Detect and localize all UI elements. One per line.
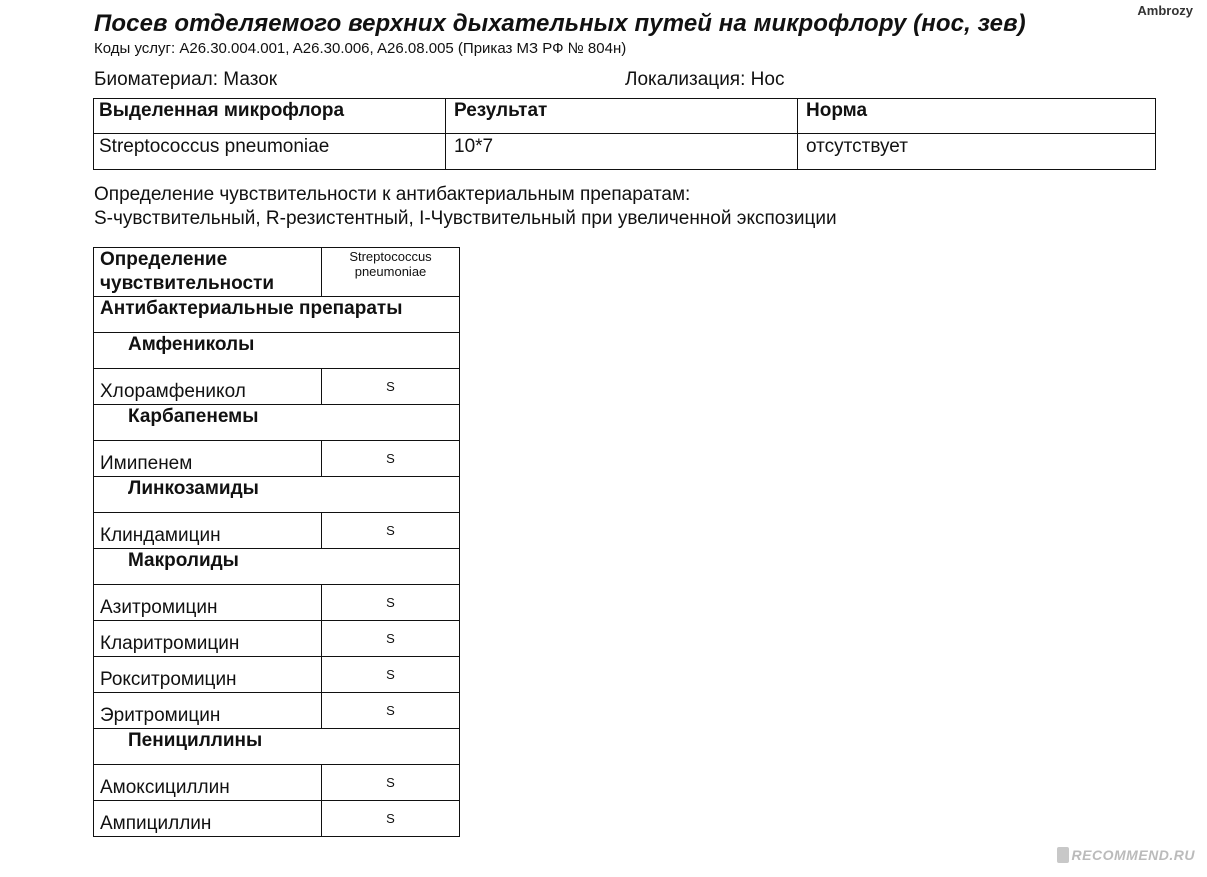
drug-name: Эритромицин [94, 693, 322, 729]
sensitivity-header-label [94, 248, 322, 297]
header-microflora: Выделенная микрофлора [94, 99, 446, 134]
header-label-line2: чувствительности [100, 273, 275, 294]
sensitivity-note-title: Определение чувствительности к антибактериальным препаратам: [94, 184, 691, 205]
drug-sensitivity-value: S [322, 657, 460, 693]
drug-sensitivity-value: S [322, 585, 460, 621]
drug-row [94, 585, 460, 621]
drug-row [94, 513, 460, 549]
sensitivity-table-body [94, 248, 460, 837]
document-title: Посев отделяемого верхних дыхательных путей на микрофлору (нос, зев) [94, 10, 1026, 37]
category-row [94, 297, 460, 333]
sensitivity-table [93, 247, 460, 837]
drug-group-label: Линкозамиды [94, 477, 460, 513]
drug-sensitivity-value: S [322, 513, 460, 549]
drug-name: Рокситромицин [94, 657, 322, 693]
watermark-author: Ambrozy [1137, 3, 1193, 18]
drug-group-label: Амфениколы [94, 333, 460, 369]
drug-sensitivity-value: S [322, 441, 460, 477]
drug-row [94, 801, 460, 837]
watermark-site-text: RECOMMEND.RU [1071, 847, 1195, 863]
drug-group-label: Карбапенемы [94, 405, 460, 441]
drug-row [94, 657, 460, 693]
localization-label: Локализация: Нос [625, 69, 785, 90]
sensitivity-legend: S-чувствительный, R-резистентный, I-Чувствительный при увеличенной экспозиции [94, 208, 837, 229]
microflora-table [93, 98, 1156, 170]
drug-group-row [94, 549, 460, 585]
drug-name: Хлорамфеникол [94, 369, 322, 405]
drug-name: Амоксициллин [94, 765, 322, 801]
drug-group-label: Пенициллины [94, 729, 460, 765]
drug-name: Азитромицин [94, 585, 322, 621]
recommend-logo-icon [1057, 847, 1069, 863]
drug-row [94, 693, 460, 729]
biomaterial-label: Биоматериал: Мазок [94, 69, 278, 90]
drug-row [94, 441, 460, 477]
drug-sensitivity-value: S [322, 621, 460, 657]
cell-result: 10*7 [446, 134, 798, 170]
drug-sensitivity-value: S [322, 765, 460, 801]
watermark-site [1057, 847, 1195, 863]
drug-name: Кларитромицин [94, 621, 322, 657]
cell-norm: отсутствует [798, 134, 1156, 170]
drug-row [94, 765, 460, 801]
drug-sensitivity-value: S [322, 369, 460, 405]
service-codes: Коды услуг: A26.30.004.001, A26.30.006, A26.08.005 (Приказ МЗ РФ № 804н) [94, 40, 627, 57]
cell-organism: Streptococcus pneumoniae [94, 134, 446, 170]
drug-name: Клиндамицин [94, 513, 322, 549]
drug-name: Имипенем [94, 441, 322, 477]
microflora-row [94, 134, 1156, 170]
drug-group-label: Макролиды [94, 549, 460, 585]
drug-row [94, 369, 460, 405]
category-label: Антибактериальные препараты [94, 297, 460, 333]
sensitivity-header-organism [322, 248, 460, 297]
drug-group-row [94, 729, 460, 765]
header-norm: Норма [798, 99, 1156, 134]
drug-group-row [94, 333, 460, 369]
drug-group-row [94, 477, 460, 513]
drug-sensitivity-value: S [322, 693, 460, 729]
organism-line1: Streptococcus [349, 249, 432, 264]
sensitivity-header-row [94, 248, 460, 297]
drug-row [94, 621, 460, 657]
microflora-header-row [94, 99, 1156, 134]
header-result: Результат [446, 99, 798, 134]
organism-line2: pneumoniae [354, 264, 427, 279]
header-label-line1: Определение [100, 249, 228, 270]
drug-sensitivity-value: S [322, 801, 460, 837]
drug-name: Ампициллин [94, 801, 322, 837]
drug-group-row [94, 405, 460, 441]
